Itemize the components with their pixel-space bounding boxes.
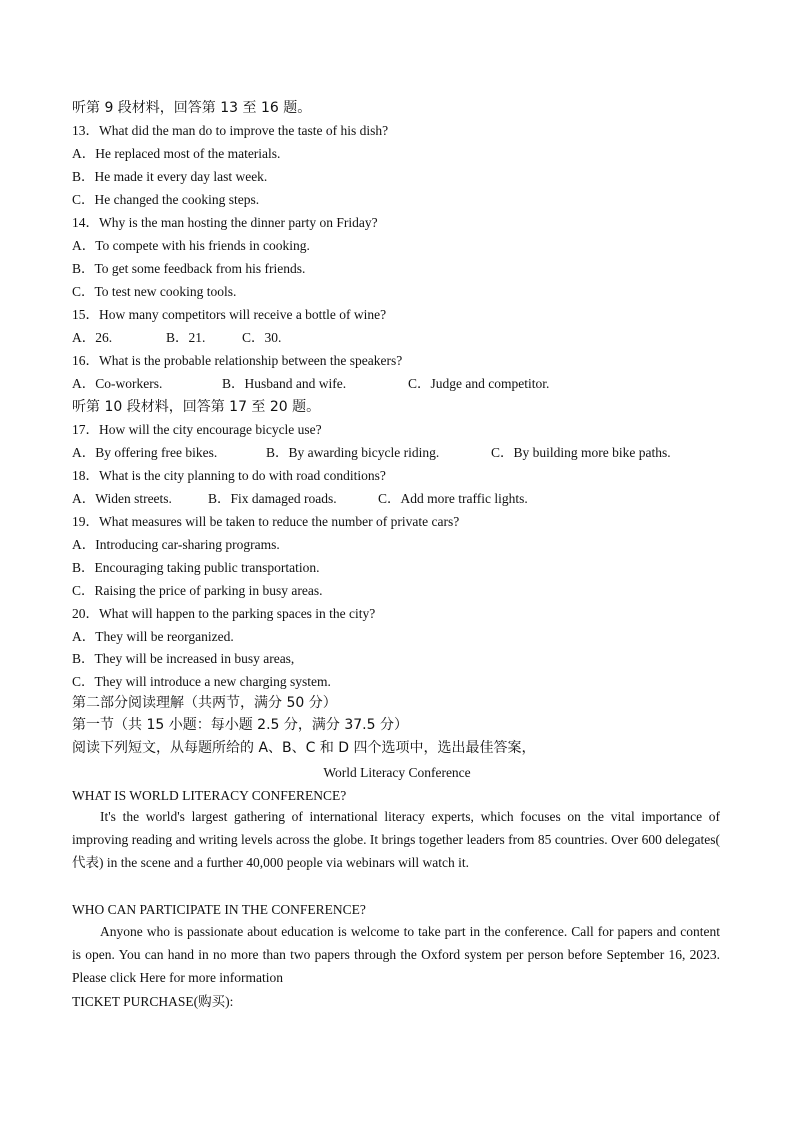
question-15: 15．How many competitors will receive a bottle of wine? bbox=[72, 307, 387, 322]
q14-option-b: B．To get some feedback from his friends. bbox=[72, 261, 306, 276]
q19-option-a: A．Introducing car-sharing programs. bbox=[72, 537, 280, 552]
part2-instruction: 阅读下列短文，从每题所给的 A、B、C 和 D 四个选项中，选出最佳答案， bbox=[72, 740, 536, 756]
q14-option-c: C．To test new cooking tools. bbox=[72, 284, 237, 299]
q17-options bbox=[72, 444, 732, 462]
q16-option-a: A．Co-workers. bbox=[72, 376, 163, 391]
q16-option-b: B．Husband and wife. bbox=[222, 376, 347, 391]
part2-section1: 第一节（共 15 小题：每小题 2.5 分，满分 37.5 分） bbox=[72, 717, 408, 733]
section10-header: 听第 10 段材料，回答第 17 至 20 题。 bbox=[72, 399, 321, 415]
q20-option-c: C．They will introduce a new charging system. bbox=[72, 674, 331, 689]
passage-heading-ticket: TICKET PURCHASE(购买): bbox=[72, 994, 234, 1009]
q18-option-a: A．Widen streets. bbox=[72, 491, 172, 506]
q13-option-b: B．He made it every day last week. bbox=[72, 169, 268, 184]
q18-option-b: B．Fix damaged roads. bbox=[208, 491, 337, 506]
q13-option-a: A．He replaced most of the materials. bbox=[72, 146, 281, 161]
q13-option-c: C．He changed the cooking steps. bbox=[72, 192, 260, 207]
question-13: 13．What did the man do to improve the taste of his dish? bbox=[72, 123, 389, 138]
question-16: 16．What is the probable relationship between the speakers? bbox=[72, 353, 403, 368]
q20-option-b: B．They will be increased in busy areas, bbox=[72, 651, 295, 666]
q18-option-c: C．Add more traffic lights. bbox=[378, 491, 528, 506]
q17-option-b: B．By awarding bicycle riding. bbox=[266, 445, 440, 460]
q17-option-c: C．By building more bike paths. bbox=[491, 445, 671, 460]
question-17: 17．How will the city encourage bicycle use? bbox=[72, 422, 322, 437]
question-19: 19．What measures will be taken to reduce the number of private cars? bbox=[72, 514, 460, 529]
question-20: 20．What will happen to the parking spaces in the city? bbox=[72, 606, 376, 621]
section9-header: 听第 9 段材料，回答第 13 至 16 题。 bbox=[72, 100, 312, 116]
q20-option-a: A．They will be reorganized. bbox=[72, 629, 234, 644]
passage-paragraph-2: Anyone who is passionate about education is welcome to take part in the conference. Call for papers and content is open. You can hand in no more than two papers through the Oxford system per person before September 16, 2023. Please click Here for more information bbox=[72, 924, 720, 985]
passage-heading-what: WHAT IS WORLD LITERACY CONFERENCE? bbox=[72, 788, 347, 803]
q15-options bbox=[72, 329, 732, 347]
passage-heading-who: WHO CAN PARTICIPATE IN THE CONFERENCE? bbox=[72, 902, 366, 917]
q15-option-c: C．30. bbox=[242, 330, 282, 345]
q14-option-a: A．To compete with his friends in cooking. bbox=[72, 238, 310, 253]
q16-options bbox=[72, 375, 732, 393]
question-18: 18．What is the city planning to do with road conditions? bbox=[72, 468, 386, 483]
q15-option-b: B．21. bbox=[166, 330, 206, 345]
q18-options bbox=[72, 490, 732, 508]
q19-option-b: B．Encouraging taking public transportation. bbox=[72, 560, 320, 575]
passage-title: World Literacy Conference bbox=[323, 765, 471, 780]
question-14: 14．Why is the man hosting the dinner party on Friday? bbox=[72, 215, 378, 230]
q19-option-c: C．Raising the price of parking in busy areas. bbox=[72, 583, 323, 598]
passage-paragraph-1: It's the world's largest gathering of international literacy experts, which focuses on the vital importance of improving reading and writing levels across the globe. It brings together leaders from 85 countries. Over 600 delegates( 代表) in the scene and a further 40,000 people via webinars will watch it. bbox=[72, 809, 720, 870]
q16-option-c: C．Judge and competitor. bbox=[408, 376, 550, 391]
q15-option-a: A．26. bbox=[72, 330, 113, 345]
part2-title: 第二部分阅读理解（共两节，满分 50 分） bbox=[72, 695, 337, 711]
q17-option-a: A．By offering free bikes. bbox=[72, 445, 218, 460]
